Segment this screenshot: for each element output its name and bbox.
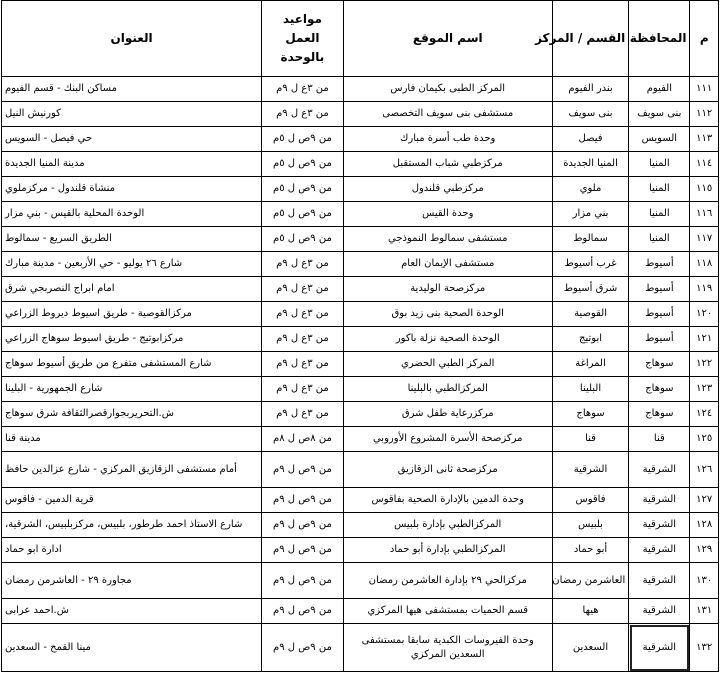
cell-governorate[interactable]: الشرقية [629,488,690,513]
cell-district[interactable]: فيصل [552,127,628,152]
cell-address[interactable]: مجاورة ٢٩ - العاشرمن رمضان [2,563,262,599]
cell-site[interactable]: مركزرعاية طفل شرق [343,402,552,427]
table-row [2,538,719,563]
cell-district[interactable]: ابوتيج [552,327,628,352]
cell-num[interactable]: ١١٦ [690,202,719,227]
cell-district[interactable]: بني مزار [552,202,628,227]
cell-hours[interactable]: من ٣ع ل ٩م [262,302,344,327]
table-row [2,624,719,672]
cell-hours[interactable]: من ٣ع ل ٩م [262,277,344,302]
cell-site[interactable]: مركزصحة ثانى الزقازيق [343,452,552,488]
cell-hours[interactable]: من ٩ص ل ٩م [262,513,344,538]
cell-district[interactable]: القوصية [552,302,628,327]
cell-governorate[interactable]: المنيا [629,177,690,202]
cell-governorate[interactable]: المنيا [629,152,690,177]
cell-governorate[interactable]: أسيوط [629,252,690,277]
cell-district[interactable]: غرب أسيوط [552,252,628,277]
cell-district[interactable]: سمالوط [552,227,628,252]
cell-num[interactable]: ١١٣ [690,127,719,152]
table-row [2,599,719,624]
cell-district[interactable]: الشرقية [552,452,628,488]
cell-site[interactable]: وحدة طب أسرة مبارك [343,127,552,152]
cell-address[interactable]: شارع المستشفى متفرع من طريق أسيوط سوهاج [2,352,262,377]
cell-governorate[interactable]: بنى سويف [629,102,690,127]
cell-address[interactable]: ش.التحريربجوارقصرالثقافة شرق سوهاج [2,402,262,427]
cell-governorate[interactable]: المنيا [629,202,690,227]
header-governorate[interactable]: المحافظة [629,1,690,77]
cell-hours[interactable]: من ٣ع ل ٩م [262,77,344,102]
health-units-table [1,0,719,672]
cell-district[interactable]: المراغة [552,352,628,377]
cell-hours[interactable]: من ٩ص ل ٩م [262,624,344,672]
cell-hours[interactable]: من ٩ص ل ٥م [262,127,344,152]
cell-site[interactable]: مركزطبي شباب المستقبل [343,152,552,177]
cell-num[interactable]: ١١٤ [690,152,719,177]
table-row [2,302,719,327]
table-row [2,77,719,102]
cell-num[interactable]: ١٢٨ [690,513,719,538]
cell-governorate[interactable]: الشرقية [629,538,690,563]
cell-address[interactable]: مركزابوتيج - طريق اسيوط سوهاج الزراعي [2,327,262,352]
cell-hours[interactable]: من ٩ص ل ٥م [262,202,344,227]
cell-site[interactable]: مركزصحة الوليدية [343,277,552,302]
cell-address[interactable]: مدينة قنا [2,427,262,452]
cell-num[interactable]: ١١٩ [690,277,719,302]
cell-governorate[interactable]: سوهاج [629,377,690,402]
cell-address[interactable]: أمام مستشفى الزقازيق المركزي - شارع عزالدين حافظ [2,452,262,488]
cell-hours[interactable]: من ٣ع ل ٩م [262,252,344,277]
table-row [2,352,719,377]
header-num[interactable]: م [690,1,719,77]
cell-district[interactable]: بنى سويف [552,102,628,127]
cell-district[interactable]: فاقوس [552,488,628,513]
cell-address[interactable]: الطريق السريع - سمالوط [2,227,262,252]
cell-num[interactable]: ١٢٤ [690,402,719,427]
cell-site[interactable]: المركزالطبي بإدارة بلبيس [343,513,552,538]
cell-site[interactable]: المركزالطبي بإدارة أبو حماد [343,538,552,563]
header-hours[interactable]: مواعيد العمل بالوحدة [262,1,344,77]
cell-address[interactable]: كورنيش النيل [2,102,262,127]
cell-hours[interactable]: من ٣ع ل ٩م [262,352,344,377]
cell-site[interactable]: مركزطبي قلندول [343,177,552,202]
cell-site[interactable]: مستشفى الإيمان العام [343,252,552,277]
cell-address[interactable]: شارع ٢٦ يوليو - حي الأربعين - مدينة مبارك [2,252,262,277]
table-row [2,127,719,152]
cell-site[interactable]: الوحدة الصحية نزلة باكور [343,327,552,352]
header-site[interactable]: اسم الموقع [343,1,552,77]
cell-hours[interactable]: من ٨ص ل ٨م [262,427,344,452]
cell-num[interactable]: ١١٥ [690,177,719,202]
cell-num[interactable]: ١١١ [690,77,719,102]
cell-site[interactable]: المركز الطبي الحضري [343,352,552,377]
cell-num[interactable]: ١١٢ [690,102,719,127]
cell-site[interactable]: وحدة الفيروسات الكبدية سابقا بمستشفى السعدين المركزي [343,624,552,672]
cell-district[interactable]: بندر الفيوم [552,77,628,102]
cell-num[interactable]: ١٢٦ [690,452,719,488]
cell-site[interactable]: مركزصحة الأسرة المشروع الأوروبي [343,427,552,452]
cell-num[interactable]: ١٢٢ [690,352,719,377]
cell-governorate[interactable]: الشرقية [629,563,690,599]
cell-site[interactable]: الوحدة الصحية بنى زيد بوق [343,302,552,327]
cell-site[interactable]: قسم الحميات بمستشفى هيها المركزي [343,599,552,624]
cell-hours[interactable]: من ٩ص ل ٩م [262,599,344,624]
cell-governorate[interactable]: الشرقية [629,452,690,488]
cell-address[interactable]: مينا القمح - السعدين [2,624,262,672]
cell-address[interactable]: امام ابراج النصربجي شرق [2,277,262,302]
cell-address[interactable]: شارع الجمهورية - البلينا [2,377,262,402]
cell-num[interactable]: ١١٨ [690,252,719,277]
cell-num[interactable]: ١٢٧ [690,488,719,513]
cell-num[interactable]: ١٢٩ [690,538,719,563]
table-row [2,102,719,127]
cell-hours[interactable]: من ٣ع ل ٩م [262,377,344,402]
table-row [2,563,719,599]
header-row [2,1,719,77]
cell-governorate[interactable]: السويس [629,127,690,152]
table-row [2,513,719,538]
cell-district[interactable]: قنا [552,427,628,452]
table-row [2,177,719,202]
cell-num[interactable]: ١٢١ [690,327,719,352]
table-row [2,452,719,488]
cell-governorate[interactable]: قنا [629,427,690,452]
cell-address[interactable]: ش.احمد عرابى [2,599,262,624]
table-row [2,402,719,427]
cell-hours[interactable]: من ٣ع ل ٩م [262,327,344,352]
cell-address[interactable]: ادارة ابو حماد [2,538,262,563]
table-row [2,252,719,277]
cell-site[interactable]: مستشفى سمالوط النموذجي [343,227,552,252]
cell-district[interactable]: شرق أسيوط [552,277,628,302]
table-row [2,227,719,252]
cell-hours[interactable]: من ٣ع ل ٩م [262,102,344,127]
cell-hours[interactable]: من ٩ص ل ٥م [262,152,344,177]
cell-district[interactable]: المنيا الجديدة [552,152,628,177]
cell-address[interactable]: مدينة المنيا الجديدة [2,152,262,177]
cell-governorate[interactable]: الشرقية [629,624,690,672]
cell-hours[interactable]: من ٩ص ل ٩م [262,452,344,488]
cell-district[interactable]: البلينا [552,377,628,402]
table-body [2,77,719,672]
cell-district[interactable]: أبو حماد [552,538,628,563]
cell-governorate[interactable]: أسيوط [629,327,690,352]
cell-governorate[interactable]: سوهاج [629,352,690,377]
cell-governorate[interactable]: الفيوم [629,77,690,102]
cell-num[interactable]: ١١٧ [690,227,719,252]
cell-hours[interactable]: من ٩ص ل ٩م [262,538,344,563]
cell-address[interactable]: شارع الاستاذ احمد طرطور، بلبيس، مركزبلبيس، الشرقية، [2,513,262,538]
cell-site[interactable]: وحدة القيس [343,202,552,227]
cell-hours[interactable]: من ٩ص ل ٩م [262,488,344,513]
cell-site[interactable]: المركزالطبي بالبلينا [343,377,552,402]
table-row [2,377,719,402]
cell-governorate[interactable]: الشرقية [629,599,690,624]
table-row [2,152,719,177]
cell-address[interactable]: مركزالقوصية - طريق اسيوط ديروط الزراعي [2,302,262,327]
cell-num[interactable]: ١٣١ [690,599,719,624]
cell-hours[interactable]: من ٣ع ل ٩م [262,402,344,427]
table-row [2,427,719,452]
table-row [2,488,719,513]
table-row [2,202,719,227]
header-address[interactable]: العنوان [2,1,262,77]
cell-governorate[interactable]: سوهاج [629,402,690,427]
table-row [2,277,719,302]
cell-num[interactable]: ١٣٠ [690,563,719,599]
cell-address[interactable]: الوحدة المحلية بالقيس - بني مزار [2,202,262,227]
cell-site[interactable]: المركز الطبى بكيمان فارس [343,77,552,102]
cell-governorate[interactable]: أسيوط [629,302,690,327]
cell-governorate[interactable]: المنيا [629,227,690,252]
cell-address[interactable]: منشاة قلندول - مركزملوي [2,177,262,202]
cell-district[interactable]: السعدين [552,624,628,672]
cell-district[interactable]: العاشرمن رمضان [552,563,628,599]
cell-num[interactable]: ١٢٠ [690,302,719,327]
cell-num[interactable]: ١٢٥ [690,427,719,452]
cell-governorate[interactable]: أسيوط [629,277,690,302]
cell-site[interactable]: مركزالحي ٢٩ بإدارة العاشرمن رمضان [343,563,552,599]
header-district[interactable]: القسم / المركز [552,1,628,77]
cell-site[interactable]: وحدة الدمين بالإدارة الصحية بفاقوس [343,488,552,513]
cell-address[interactable]: قرية الدمين - فاقوس [2,488,262,513]
cell-district[interactable]: بلبيس [552,513,628,538]
cell-governorate[interactable]: الشرقية [629,513,690,538]
cell-num[interactable]: ١٣٢ [690,624,719,672]
cell-site[interactable]: مستشفى بنى سويف التخصصى [343,102,552,127]
cell-hours[interactable]: من ٩ص ل ٥م [262,227,344,252]
table-row [2,327,719,352]
cell-hours[interactable]: من ٩ص ل ٩م [262,563,344,599]
cell-district[interactable]: ملوي [552,177,628,202]
cell-address[interactable]: حي فيصل - السويس [2,127,262,152]
cell-hours[interactable]: من ٩ص ل ٥م [262,177,344,202]
cell-num[interactable]: ١٢٣ [690,377,719,402]
cell-district[interactable]: سوهاج [552,402,628,427]
cell-district[interactable]: هيها [552,599,628,624]
cell-address[interactable]: مساكن البنك - قسم الفيوم [2,77,262,102]
